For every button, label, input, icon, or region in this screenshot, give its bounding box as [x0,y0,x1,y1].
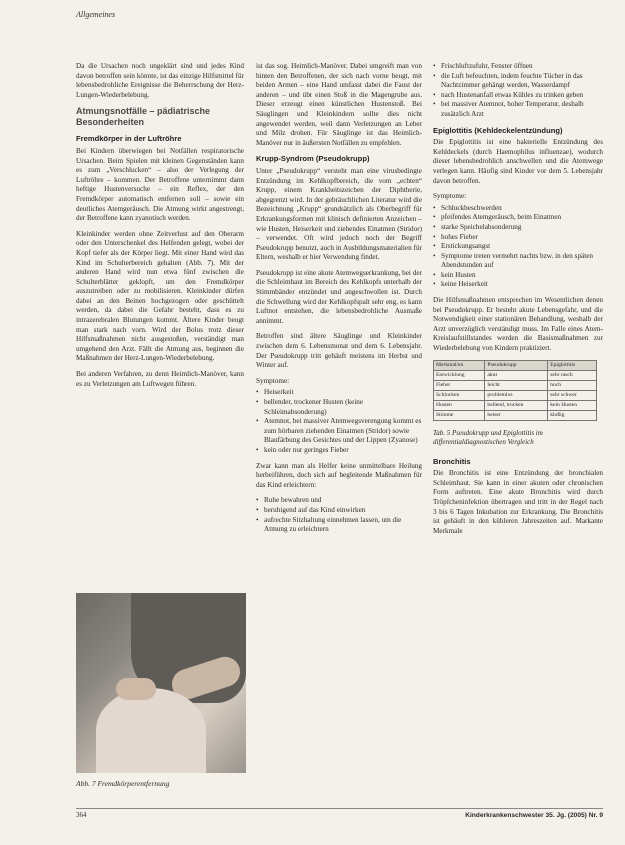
symptoms-label: Symptome: [256,376,290,385]
list-item: • Symptome treten vermehrt nachts bzw. in den späten Abendstunden auf [433,252,603,271]
figure-photo [76,593,246,773]
table-row [434,400,597,410]
paragraph: Pseudokrupp ist eine akute Atemwegserkrankung, bei der die Schleimhaut im Bereich des Kehlkopfs unterhalb der Stimmbänder entzündet und angeschwollen ist. Durch die Schwellung wird der Kehlkopfspalt sehr eng, es kann Luftnot entstehen, die lebensbedrohliche Ausmaße annimmt. [256,268,422,325]
list-item: • Heiserkeit [256,388,422,398]
table-cell: Pseudokrupp [485,360,548,370]
running-header: Allgemeines [76,10,116,19]
list-item: • aufrechte Sitzhaltung einnehmen lassen, um die Atmung zu erleichtern [256,516,422,535]
table-row [434,410,597,420]
comparison-table [433,360,597,421]
figure-caption: Abb. 7 Fremdkörperentfernung [76,779,170,788]
table-cell: sehr schwer [548,390,597,400]
table-row [434,380,597,390]
column-1 [76,62,244,395]
table-cell: Epiglottitis [548,360,597,370]
table-cell: leicht [485,380,548,390]
table-row [434,390,597,400]
symptom-list [256,388,422,455]
paragraph: ist das sog. Heimlich-Manöver. Dabei umgreift man von hinten den Betroffenen, der sich nach vorne beugt, mit beiden Armen – eine Hand umfasst dabei die Faust der anderen – und übt einen Stoß in die Magengrube aus. Dieser erzeugt einen künstlichen Hustenstoß. Bei Säuglingen und Kleinkindern sollte dies nicht angewendet werden, weil dann Verletzungen an Leber und Milz drohen. Für Säuglinge ist das Heimlich-Manöver nur in äußersten Notfällen zu empfehlen. [256,62,422,147]
measures-list-continued [433,62,603,120]
table-cell: hoch [548,380,597,390]
list-item: • kein oder nur geringes Fieber [256,446,422,456]
paragraph: Zwar kann man als Helfer keine unmittelbare Heilung herbeiführen, doch sich auf begleitende Maßnahmen für das Kind erleichtern: [256,461,422,489]
list-item: • beruhigend auf das Kind einwirken [256,506,422,516]
table-cell: Entwicklung [434,370,485,380]
paragraph: Die Epiglottitis ist eine bakterielle Entzündung des Kehldeckels (durch Haemophilus influenzae), wodurch dieser lebensbedrohlich anschwellen und die Atemwege verlegen kann. Häufig sind Kinder vor dem 5. Lebensjahr davon betroffen. [433,138,603,185]
paragraph: Kleinkinder werden ohne Zeitverlust auf den Oberarm oder den Unterschenkel des Helfenden gelegt, wobei der Kopf tiefer als der Körper liegt. Mit einer Hand wird das Kind im Schulterbereich gehalten (Abb. 7). Mit der anderen Hand wird nun etwa fünf zwischen die Schulterblätter geklopft, um den Fremdkörper auszutreiben oder zu mobilisieren. Kleinkinder dürfen dabei an den Beinen hochgezogen oder geschüttelt werden, da dabei die Gefahr besteht, dass es zu intrazerebralen Blutungen kommt. Ältere Kinder beugt man stark nach vorn. Wird der Bolus trotz dieser Hilfsmaßnahmen nicht ausgestoßen, verständigt man umgehend den Arzt. Fällt die Atmung aus, beginnen die Maßnahmen der Herz-Lungen-Wiederbelebung. [76,229,244,363]
list-item: • Atemnot, bei massiver Atemwegsverengung kommt es zum hörbaren ziehenden Einatmen (Stridor) sowie Blaufärbung des Gesichtes und der Lippen (Zyanose) [256,417,422,446]
photo-child [96,688,206,773]
photo-hand [116,678,156,700]
measures-list [256,496,422,534]
paragraph: Unter „Pseudokrupp“ versteht man eine virusbedingte Entzündung im Kehlkopfbereich, die vom „echten“ Krupp, einem Krankheitszeichen der Diphtherie, abgegrenzt wird. In der gebräuchlichen Literatur wird die Bezeichnung „Krupp“ grundsätzlich als Oberbegriff für Erkrankungsformen mit klinisch definierten Anzeichen – wie Husten, Heiserkeit und ziehendes Einatmen (Stridor) – verwendet. Oft wird jedoch noch der Begriff Pseudokrupp benutzt, auch in Ausbildungsmaterialien für Eltern, weshalb er hier Verwendung findet. [256,166,422,262]
list-item: • starke Speichelabsonderung [433,223,603,233]
list-item: • Frischluftzufuhr, Fenster öffnen [433,62,603,72]
symptoms-label: Symptome: [433,192,467,201]
table-cell: Fieber [434,380,485,390]
table-cell: kloßig [548,410,597,420]
list-item: • kein Husten [433,271,603,281]
list-item: • pfeifendes Atemgeräusch, beim Einatmen [433,213,603,223]
list-item: • Schluckbeschwerden [433,204,603,214]
table-cell: Husten [434,400,485,410]
symptom-list [433,204,603,290]
subheading-epiglottitis: Epiglottitis (Kehldeckelentzündung) [433,125,563,135]
footer-rule [76,808,603,809]
table-cell: Merkmal/en [434,360,485,370]
list-item: • Erstickungsangst [433,242,603,252]
table-cell: problemlos [485,390,548,400]
paragraph: Bei Kindern überwiegen bei Notfällen respiratorische Ursachen. Beim Spielen mit kleinen Gegenständen kann es zum „Verschlucken“ – also der Verlegung der Luftröhre – kommen. Der Betroffene unternimmt dann heftige Hustenversuche – ein Reflex, der den Fremdkörper automatisch entfernen soll – sowie ein deutliches Atemgeräusch. Die Atmung wirkt angestrengt, der Betroffene kann zyanotisch werden. [76,146,244,223]
paragraph: Die Bronchitis ist eine Entzündung der bronchialen Schleimhaut. Sie kann in einer akuten oder chronischen Form auftreten. Eine akute Bronchitis wird durch Tröpfcheninfektion übertragen und tritt in der Regel nach 3 bis 6 Tagen Inkubation zur Erkrankung. Die Bronchitis ist gehäuft in den kühleren Jahreszeiten auf. Markante Merkmale [433,469,603,535]
table-cell: bellend, trocken [485,400,548,410]
table-cell: Schlucken [434,390,485,400]
table-header-row [434,360,597,370]
table-cell: Stimme [434,410,485,420]
paragraph: Betroffen sind ältere Säuglinge und Kleinkinder zwischen dem 6. Lebensmonat und dem 6. Lebensjahr. Der Pseudokrupp tritt gehäuft meistens im Herbst und Winter auf. [256,332,422,370]
table-caption: Tab. 5 Pseudokrupp und Epiglottitis im differentialdiagnostischen Vergleich [433,428,543,446]
table-row [434,370,597,380]
subheading-krupp: Krupp-Syndrom (Pseudokrupp) [256,154,370,164]
paragraph: Die Hilfsmaßnahmen entsprechen im Wesentlichen denen bei Pseudokrupp. Er besteht akute Lebensgefahr, und die Notwendigkeit einer stationären Behandlung, weshalb der Arzt unverzüglich verständigt muss. Im Falle eines Atem-Kreislaufstillstandes werden die Basismaßnahmen zur Wiederbelebung von Kindern praktiziert. [433,296,603,353]
section-heading: Atmungsnotfälle – pädiatrische Besonderheiten [76,106,211,128]
list-item: • bei massiver Atemnot, hoher Temperatur, deshalb zusätzlich Arzt [433,100,603,119]
journal-name: Kinderkrankenschwester 35. Jg. (2005) Nr. 9 [465,812,603,819]
table-cell: heiser [485,410,548,420]
list-item: • hohes Fieber [433,233,603,243]
list-item: • nach Hustenanfall etwas Kühles zu trinken geben [433,91,603,101]
subheading-bronchitis: Bronchitis [433,456,471,466]
list-item: • Ruhe bewahren und [256,496,422,506]
table-cell: sehr rasch [548,370,597,380]
paragraph: Da die Ursachen noch ungeklärt sind und jedes Kind davon betroffen sein könnte, ist das einzige Hilfsmittel für lebensbedrohliche Ereignisse die Beherrschung der Herz-Lungen-Wiederbelebung. [76,62,244,99]
paragraph: Bei anderen Verfahren, zu denn Heimlich-Manöver, kann es zu Verletzungen am Luftwegen führen. [76,370,244,388]
subheading-fremdkoerper: Fremdkörper in der Luftröhre [76,134,182,144]
list-item: • die Luft befeuchten, indem feuchte Tücher in das Nachtzimmer gehängt werden, Wasserdampf [433,72,603,91]
column-3 [433,62,603,542]
list-item: • bellender, trockener Husten (keine Schleimabsonderung) [256,398,422,417]
table-cell: kein Husten [548,400,597,410]
page-footer [76,811,603,823]
table-cell: akut [485,370,548,380]
page-number: 364 [76,811,87,819]
list-item: • keine Heiserkeit [433,280,603,290]
column-2 [256,62,422,541]
